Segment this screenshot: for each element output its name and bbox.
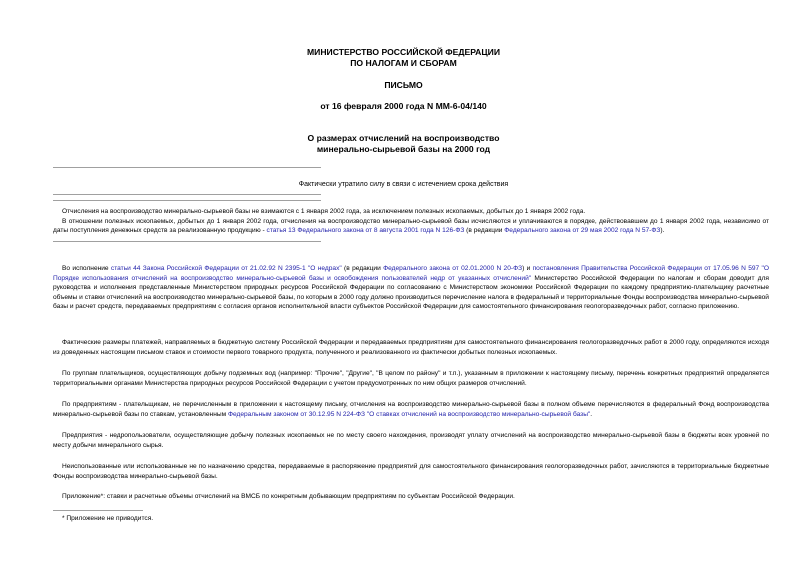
paragraph-7-appendix: Приложение*: ставки и расчетные объемы отчислений на ВМСБ по конкретным добывающим предприятиям по субъектам Российской Федерации. bbox=[62, 493, 515, 500]
law-link-57fz[interactable]: Федерального закона от 29 мая 2002 года N 57-ФЗ bbox=[504, 227, 661, 235]
paragraph-2: Фактические размеры платежей, направляемых в бюджетную систему Российской Федерации и передаваемых предприятиям для самостоятельного финансирования геологоразведочных работ в 2000 году, определяются исходя из доведенных настоящим письмом ставок и стоимости первого товарного продукта, полученного и реализованного из фактически добытых полезных ископаемых. bbox=[53, 339, 769, 356]
status-note: Фактически утратило силу в связи с истечением срока действия bbox=[298, 181, 509, 188]
document-title bbox=[0, 133, 807, 155]
law-link-224fz[interactable]: Федеральным законом от 30.12.95 N 224-ФЗ "О ставках отчислений на воспроизводство минерально-сырьевой базы" bbox=[227, 410, 591, 418]
law-link-597[interactable]: постановления Правительства Российской Федерации от 17.05.96 N 597 "О Порядке использования отчислений на воспроизводство минерально-сырьевой базы и освобождения пользователей недр от указанных отчислений" bbox=[53, 265, 769, 282]
editorial-note bbox=[53, 207, 769, 236]
ministry-line-2: ПО НАЛОГАМ И СБОРАМ bbox=[350, 58, 457, 68]
law-link-20fz[interactable]: Федерального закона от 02.01.2000 N 20-ФЗ bbox=[383, 265, 523, 272]
footnote: * Приложение не приводится. bbox=[62, 515, 154, 522]
law-link-art13[interactable]: статья 13 Федерального закона от 8 августа 2001 года N 126-ФЗ bbox=[266, 227, 465, 235]
document-date-number: от 16 февраля 2000 года N ММ-6-04/140 bbox=[320, 101, 487, 111]
title-line-2: минерально-сырьевой базы на 2000 год bbox=[316, 144, 491, 154]
paragraph-5: Предприятия - недропользователи, осуществляющие добычу полезных ископаемых не по месту своего нахождения, производят уплату отчислений на воспроизводство минерально-сырьевой базы в бюджеты всех уровней по месту добычи минерального сырья. bbox=[53, 432, 769, 449]
title-line-1: О размерах отчислений на воспроизводство bbox=[307, 133, 500, 143]
law-link-nedra[interactable]: статьи 44 Закона Российской Федерации от 21.02.92 N 2395-1 "О недрах" bbox=[110, 265, 342, 272]
divider bbox=[53, 200, 321, 201]
paragraph-4: По предприятиям - плательщикам, не перечисленным в приложении к настоящему письму, отчисления на воспроизводство минерально-сырьевой базы в полном объеме перечисляются в федеральный Фонд воспроизводства минерально-сырьевой базы по ставкам, установленным Федеральным законом от 30.12.95 N 224-ФЗ "О ставках отчислений на воспроизводство минерально-сырьевой базы". bbox=[53, 401, 769, 418]
footnote-divider bbox=[53, 510, 143, 511]
divider bbox=[53, 241, 321, 242]
document-type: ПИСЬМО bbox=[384, 80, 423, 90]
ministry-name bbox=[0, 47, 807, 69]
divider bbox=[53, 194, 321, 195]
editorial-note-line-1: Отчисления на воспроизводство минерально-сырьевой базы не взимаются с 1 января 2002 года, за исключением полезных ископаемых, добытых до 1 января 2002 года. bbox=[62, 208, 586, 215]
divider bbox=[53, 167, 321, 168]
paragraph-6: Неиспользованные или использованные не по назначению средства, передаваемые в распоряжение предприятий для самостоятельного финансирования геологоразведочных работ, зачисляются в территориальные бюджетные Фонды воспроизводства минерально-сырьевой базы. bbox=[53, 463, 769, 480]
editorial-note-line-2: В отношении полезных ископаемых, добытых до 1 января 2002 года, отчисления на воспроизводство минерально-сырьевой базы исчисляются и уплачиваются в порядке, действовавшем до 1 января 2002 года, независимо от даты поступления денежных средств за реализованную продукцию - статья 13 Федерального закона от 8 августа 2001 года N 126-ФЗ (в редакции Федерального закона от 29 мая 2002 года N 57-ФЗ). bbox=[53, 217, 769, 235]
ministry-line-1: МИНИСТЕРСТВО РОССИЙСКОЙ ФЕДЕРАЦИИ bbox=[306, 47, 501, 57]
paragraph-3: По группам плательщиков, осуществляющих добычу подземных вод (например: "Прочие", "Другие", "В целом по району" и т.п.), указанным в приложении к настоящему письму, перечень конкретных предприятий определяется территориальными органами Министерства природных ресурсов Российской Федерации с учетом предусмотренных по ним общих размеров отчислений. bbox=[53, 370, 769, 387]
paragraph-1: Во исполнение статьи 44 Закона Российской Федерации от 21.02.92 N 2395-1 "О недрах" (в редакции Федерального закона от 02.01.2000 N 20-ФЗ) и постановления Правительства Российской Федерации от 17.05.96 N 597 "О Порядке использования отчислений на воспроизводство минерально-сырьевой базы и освобождения пользователей недр от указанных отчислений" Министерство Российской Федерации по налогам и сборам доводит для руководства и исполнения представленные Министерством природных ресурсов Российской Федерации по согласованию с Министерством экономики Российской Федерации по каждому предприятию-плательщику расчетные объемы и ставки отчислений на воспроизводство минерально-сырьевой базы, по которым в 2000 году должно производиться перечисление налога в федеральный и территориальные Фонды воспроизводства минерально-сырьевой базы и расчет средств, передаваемых предприятиям с согласия органов исполнительной власти субъектов Российской Федерации для самостоятельного финансирования геологоразведочных работ, согласно приложению. bbox=[53, 265, 769, 311]
